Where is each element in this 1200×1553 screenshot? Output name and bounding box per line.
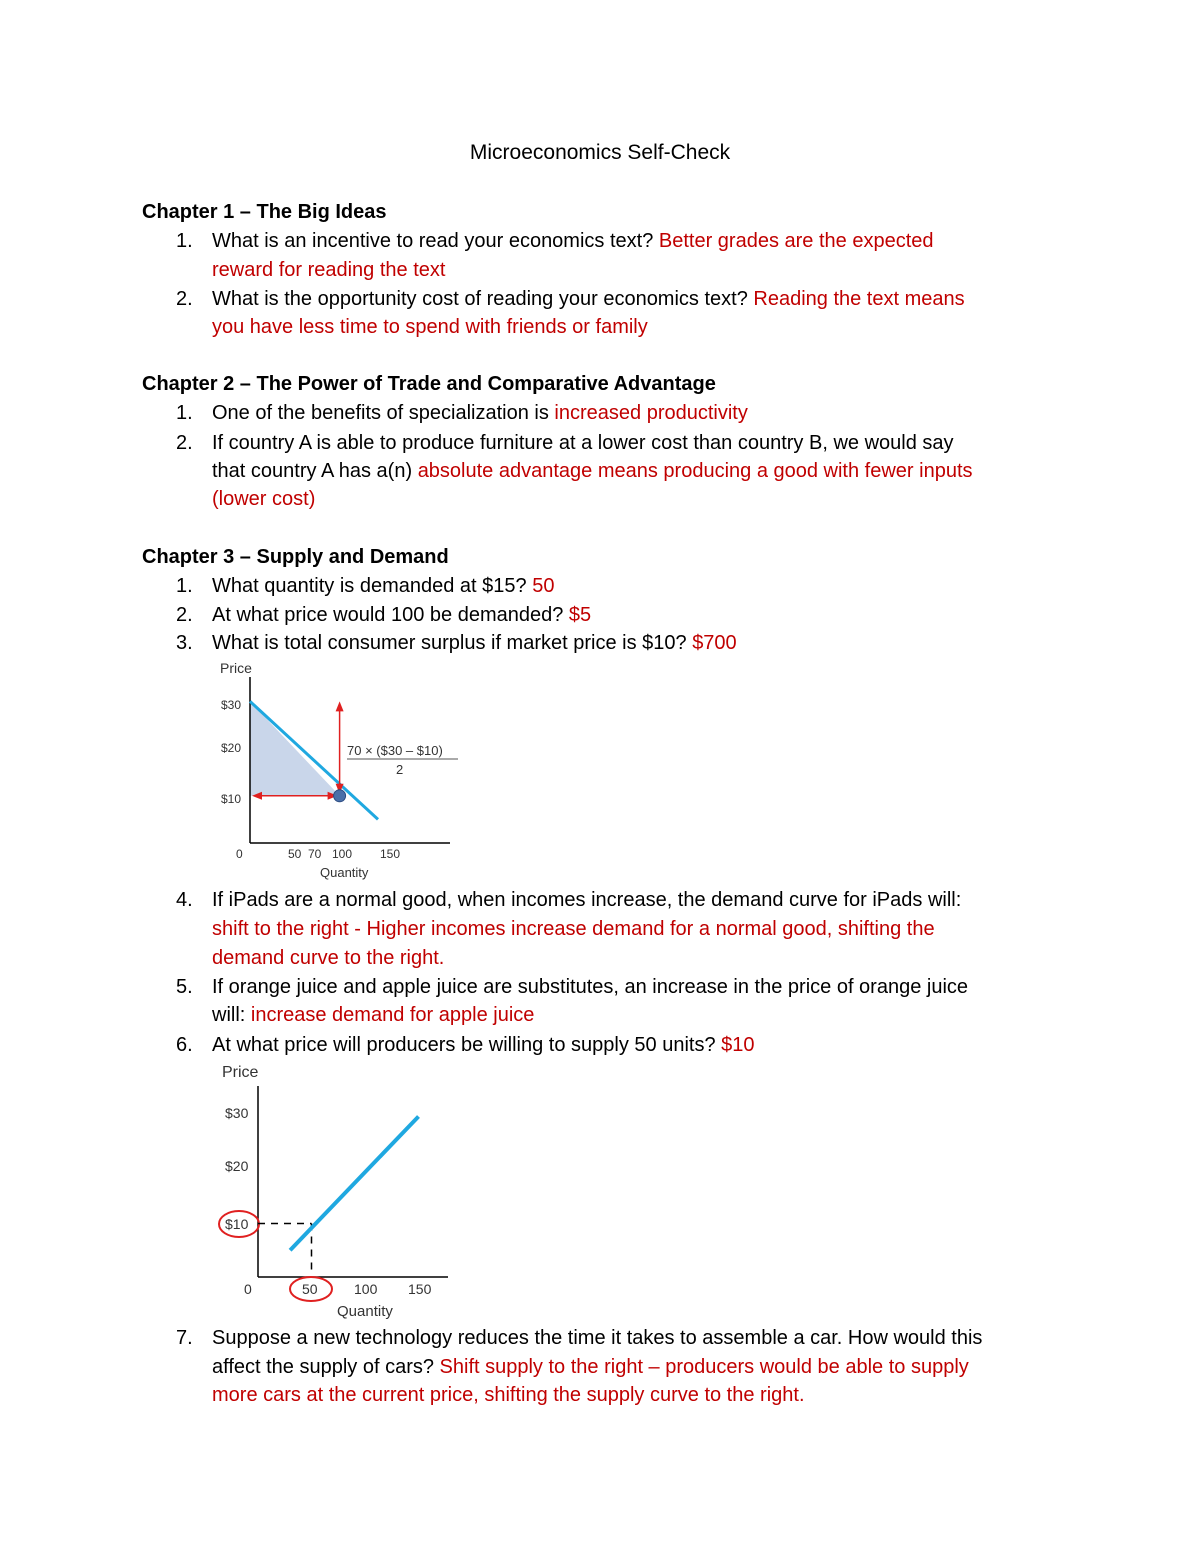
list-number: 1. [176, 402, 193, 424]
list-number: 5. [176, 976, 193, 998]
list-number: 2. [176, 432, 193, 454]
ch3-q1-line: What quantity is demanded at $15? 50 [212, 575, 555, 597]
list-number: 2. [176, 604, 193, 626]
x-axis-label: Quantity [320, 865, 369, 880]
list-number: 6. [176, 1034, 193, 1056]
y-tick-label: $30 [221, 698, 242, 712]
ch3-q5-line2: will: increase demand for apple juice [212, 1004, 535, 1026]
ch1-q1-line2: reward for reading the text [212, 259, 446, 281]
page-title: Microeconomics Self-Check [469, 141, 731, 164]
x-tick-label: 100 [354, 1281, 378, 1297]
ch3-q7-line1: Suppose a new technology reduces the time it takes to assemble a car. How would this [212, 1327, 983, 1349]
chapter-2-heading: Chapter 2 – The Power of Trade and Comparative Advantage [142, 373, 716, 395]
chapter-1-heading: Chapter 1 – The Big Ideas [142, 201, 387, 223]
list-number: 4. [176, 889, 193, 911]
ch2-q2-line3: (lower cost) [212, 488, 316, 510]
ch3-q4-line1: If iPads are a normal good, when incomes increase, the demand curve for iPads will: [212, 889, 962, 911]
x-tick-label: 0 [244, 1281, 252, 1297]
x-tick-label: 150 [380, 847, 401, 861]
list-number: 7. [176, 1327, 193, 1349]
x-tick-label: 0 [236, 847, 243, 861]
formula-numerator: 70 × ($30 – $10) [347, 743, 443, 758]
ch3-q2-line: At what price would 100 be demanded? $5 [212, 604, 592, 626]
ch2-q2-line2: that country A has a(n) absolute advantage means producing a good with fewer inputs [212, 460, 973, 482]
supply-curve [290, 1117, 418, 1251]
list-number: 2. [176, 288, 193, 310]
y-tick-label: $10 [225, 1216, 249, 1232]
ch3-q6-line: At what price will producers be willing to supply 50 units? $10 [212, 1034, 755, 1056]
x-axis-label: Quantity [337, 1303, 393, 1320]
x-tick-label: 50 [302, 1281, 318, 1297]
equilibrium-point [334, 790, 346, 802]
x-tick-label: 70 [308, 847, 322, 861]
y-tick-label: $20 [221, 741, 242, 755]
supply-chart [210, 1058, 470, 1328]
x-tick-label: 150 [408, 1281, 432, 1297]
x-tick-label: 50 [288, 847, 302, 861]
y-tick-label: $30 [225, 1105, 249, 1121]
y-tick-label: $10 [221, 792, 242, 806]
list-number: 3. [176, 632, 193, 654]
ch1-q1-line1: What is an incentive to read your economics text? Better grades are the expected [212, 230, 934, 252]
demand-chart [210, 655, 480, 885]
ch3-q4-line3: demand curve to the right. [212, 947, 445, 969]
x-tick-label: 100 [332, 847, 353, 861]
chapter-3-heading: Chapter 3 – Supply and Demand [142, 546, 449, 568]
ch3-q7-line2: affect the supply of cars? Shift supply to the right – producers would be able to supply [212, 1356, 969, 1378]
y-tick-label: $20 [225, 1158, 249, 1174]
list-number: 1. [176, 230, 193, 252]
ch2-q1-line: One of the benefits of specialization is increased productivity [212, 402, 748, 424]
ch1-q2-line1: What is the opportunity cost of reading your economics text? Reading the text means [212, 288, 965, 310]
list-number: 1. [176, 575, 193, 597]
ch2-q2-line1: If country A is able to produce furniture at a lower cost than country B, we would say [212, 432, 954, 454]
ch3-q4-line2: shift to the right - Higher incomes increase demand for a normal good, shifting the [212, 918, 935, 940]
ch3-q7-line3: more cars at the current price, shifting the supply curve to the right. [212, 1384, 805, 1406]
formula-denominator: 2 [396, 762, 404, 777]
ch1-q2-line2: you have less time to spend with friends or family [212, 316, 648, 338]
surplus-arrow-top-head [336, 701, 344, 711]
ch3-q3-line: What is total consumer surplus if market price is $10? $700 [212, 632, 737, 654]
y-axis-label: Price [222, 1064, 259, 1081]
ch3-q5-line1: If orange juice and apple juice are substitutes, an increase in the price of orange juice [212, 976, 969, 998]
y-axis-label: Price [220, 660, 252, 676]
